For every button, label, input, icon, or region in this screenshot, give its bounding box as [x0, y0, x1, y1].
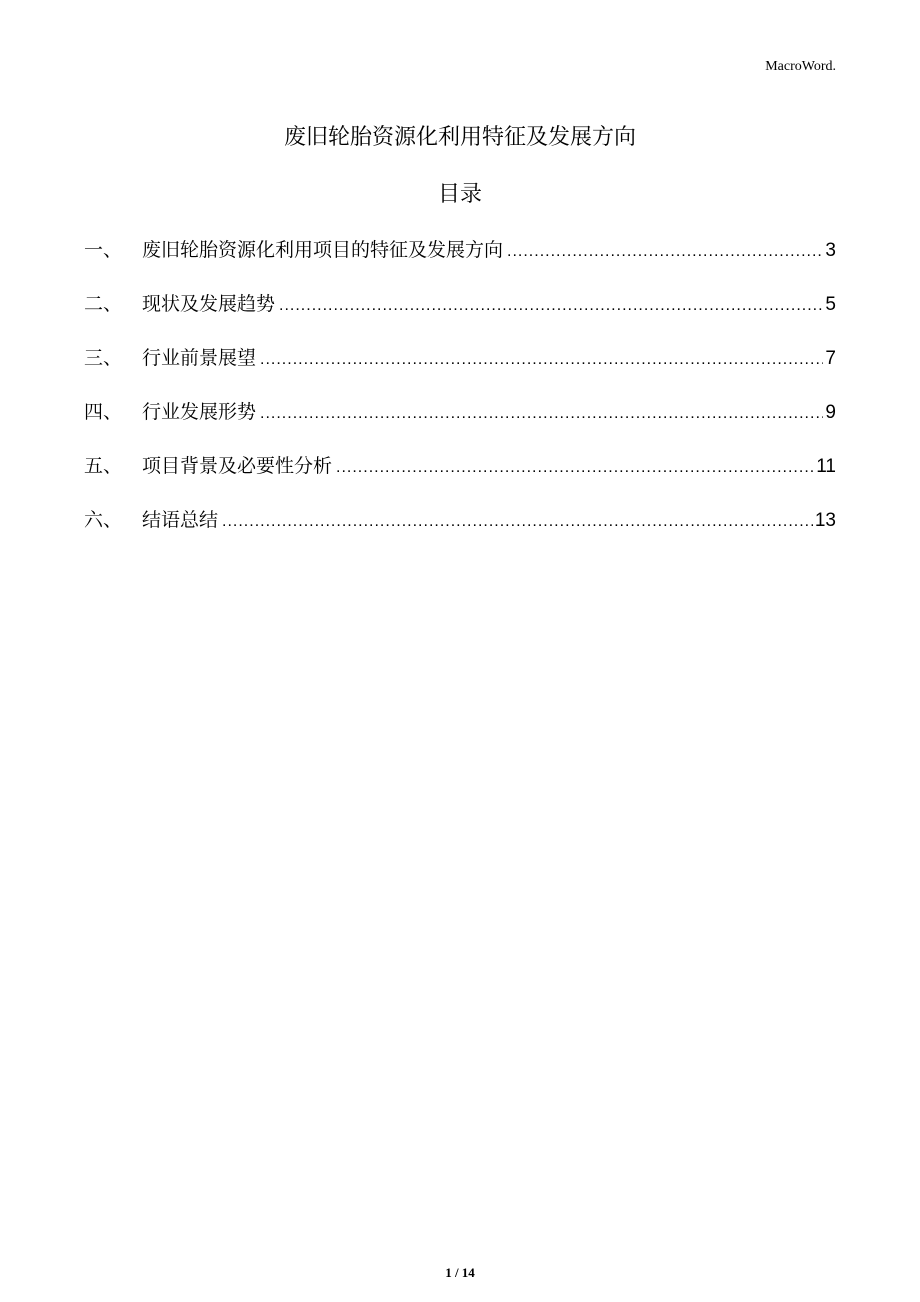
toc-entry-title: 废旧轮胎资源化利用项目的特征及发展方向 — [142, 239, 504, 261]
toc-entry-number: 五、 — [84, 455, 123, 477]
toc-dot-leader — [279, 292, 823, 320]
toc-entry-page: 11 — [816, 456, 836, 477]
toc-entry-title: 行业前景展望 — [142, 347, 257, 369]
toc-entry-number: 一、 — [84, 239, 123, 261]
toc-dot-leader — [260, 346, 823, 374]
toc-dot-leader — [507, 238, 823, 266]
toc-entry-number: 二、 — [84, 293, 123, 315]
toc-entry-number: 四、 — [84, 401, 123, 423]
toc-entry-page: 9 — [825, 402, 836, 423]
toc-entry-page: 3 — [825, 240, 836, 261]
toc-entry[interactable] — [84, 452, 836, 506]
toc-entry-title: 项目背景及必要性分析 — [142, 455, 333, 477]
header-watermark: MacroWord. — [765, 59, 836, 74]
toc-entry[interactable] — [84, 236, 836, 290]
toc-entry[interactable] — [84, 290, 836, 344]
toc-heading: 目录 — [437, 182, 482, 207]
toc-entry-page: 7 — [825, 348, 836, 369]
toc-entry-title: 现状及发展趋势 — [142, 293, 276, 315]
table-of-contents — [84, 236, 836, 560]
toc-entry-title: 行业发展形势 — [142, 401, 257, 423]
toc-dot-leader — [222, 508, 813, 536]
toc-dot-leader — [336, 454, 814, 482]
toc-entry-page: 5 — [825, 294, 836, 315]
toc-entry[interactable] — [84, 398, 836, 452]
document-title: 废旧轮胎资源化利用特征及发展方向 — [283, 125, 636, 150]
toc-entry-title: 结语总结 — [142, 509, 219, 531]
page-number-footer: 1 / 14 — [445, 1265, 475, 1280]
toc-entry[interactable] — [84, 506, 836, 560]
toc-dot-leader — [260, 400, 823, 428]
toc-entry-page: 13 — [814, 510, 836, 531]
toc-entry-number: 六、 — [84, 509, 123, 531]
toc-entry[interactable] — [84, 344, 836, 398]
toc-entry-number: 三、 — [84, 347, 123, 369]
